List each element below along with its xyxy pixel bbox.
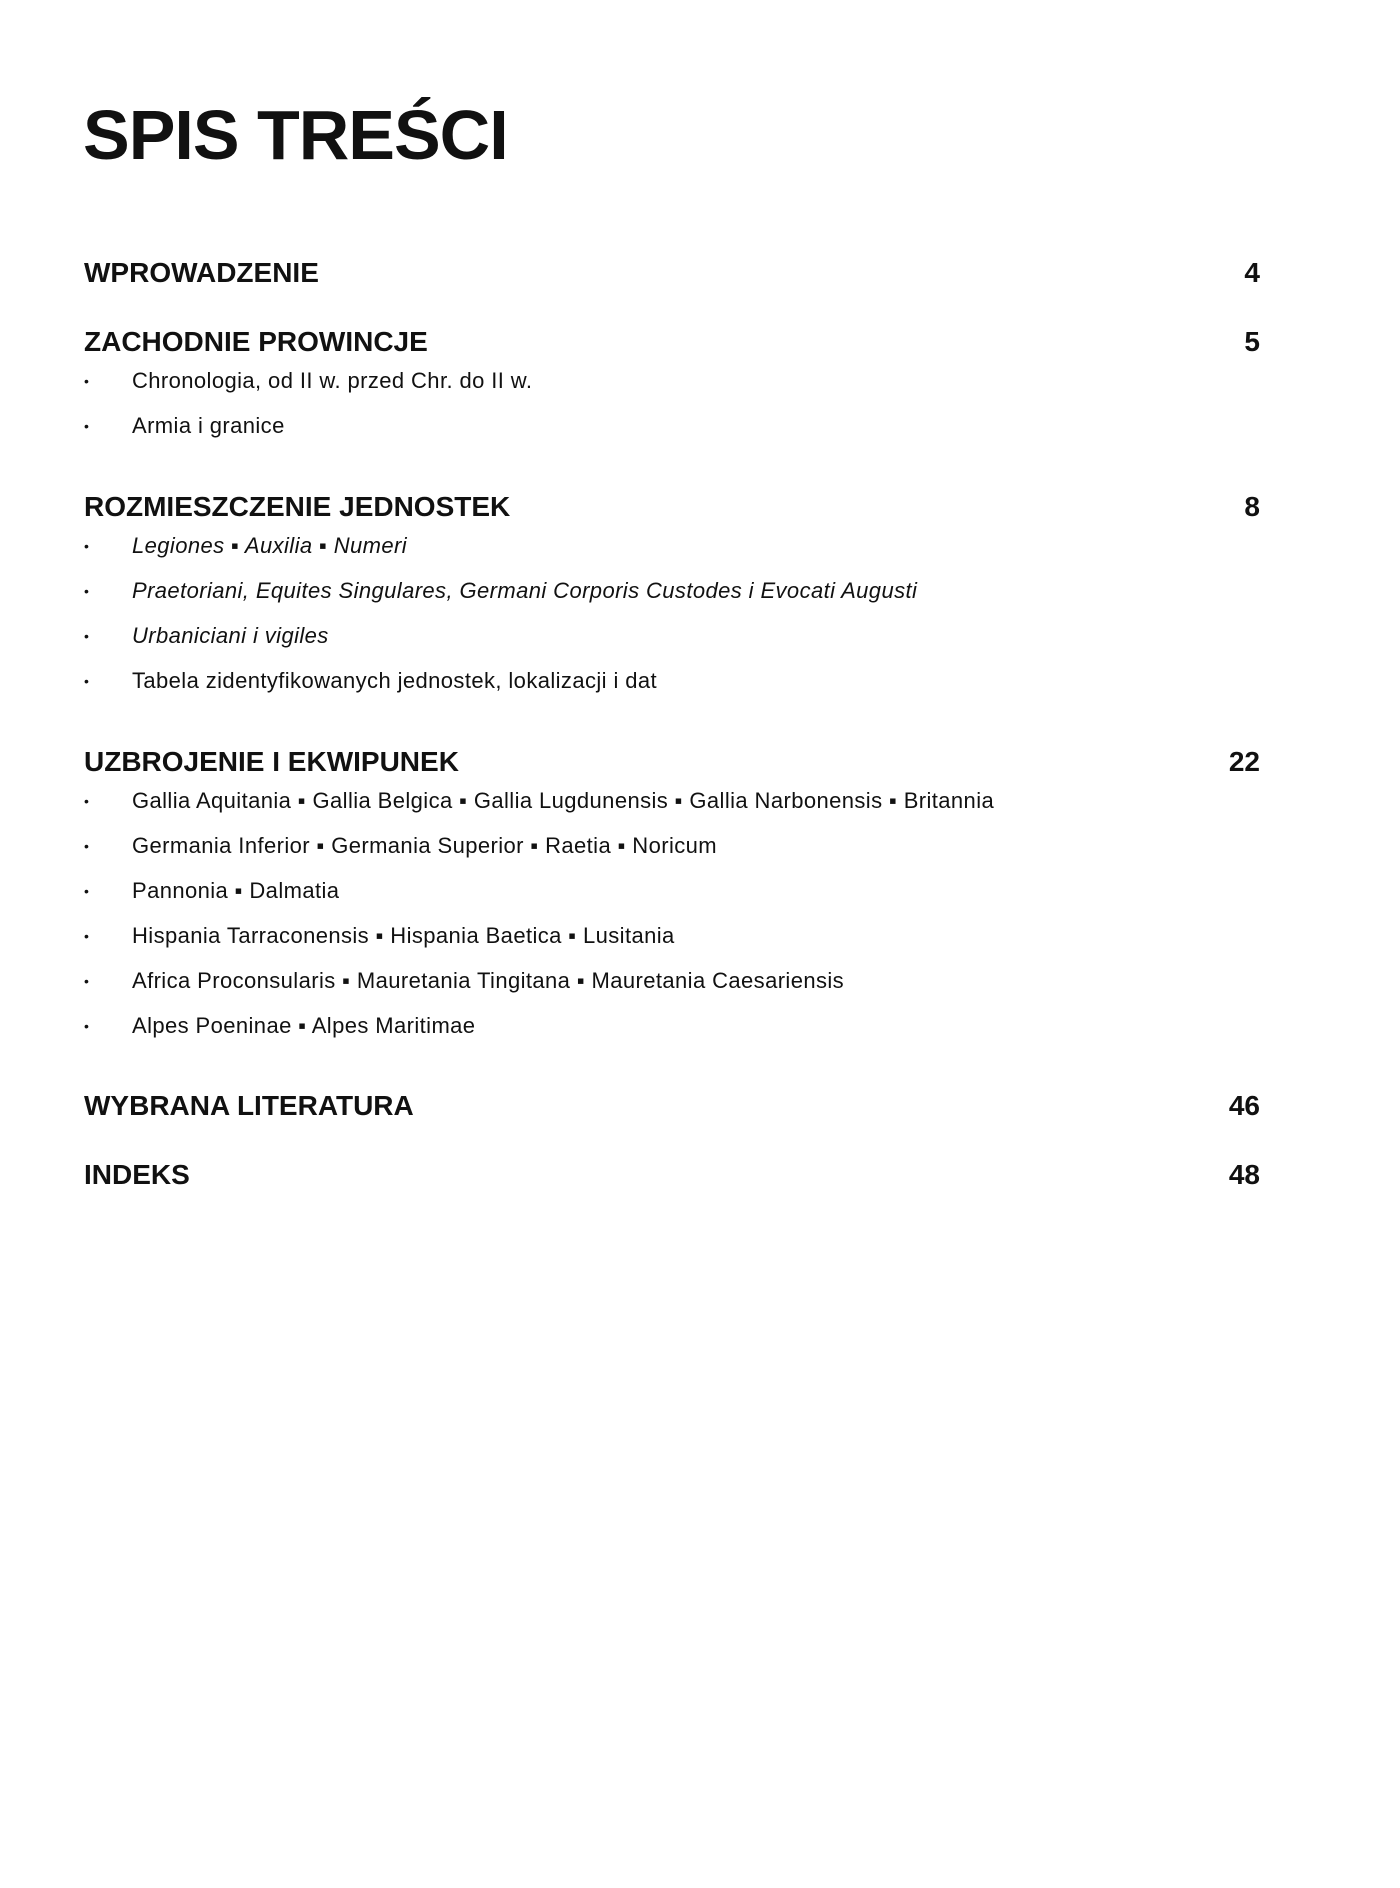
toc-subitem-text: Chronologia, od II w. przed Chr. do II w.	[132, 368, 533, 393]
toc-subitem-text: Praetoriani, Equites Singulares, Germani Corporis Custodes i Evocati Augusti	[132, 578, 918, 603]
toc-subitems	[84, 362, 1260, 452]
bullet-icon: •	[84, 838, 90, 854]
toc-section-uzbrojenie-i-ekwipunek[interactable]	[84, 742, 1260, 1052]
toc-subitem[interactable]	[84, 782, 1260, 827]
bullet-icon: •	[84, 373, 90, 389]
toc-subitem[interactable]	[84, 962, 1260, 1007]
toc-subitem-text: Africa Proconsularis ▪ Mauretania Tingitana ▪ Mauretania Caesariensis	[132, 968, 845, 993]
toc-page-number: 8	[1244, 491, 1260, 522]
toc-subitem[interactable]	[84, 872, 1260, 917]
bullet-icon: •	[84, 673, 90, 689]
toc-subitem[interactable]	[84, 407, 1260, 452]
toc-subitem[interactable]	[84, 917, 1260, 962]
toc-page-number: 4	[1244, 257, 1260, 288]
toc-page-number: 22	[1228, 746, 1260, 777]
toc-subitem-text: Legiones ▪ Auxilia ▪ Numeri	[132, 533, 408, 558]
toc-subitems	[84, 782, 1260, 1052]
toc-section-title[interactable]: UZBROJENIE I EKWIPUNEK	[84, 746, 459, 777]
bullet-icon: •	[84, 973, 90, 989]
toc-subitem-text: Tabela zidentyfikowanych jednostek, lokalizacji i dat	[132, 668, 658, 693]
toc-section-header	[84, 742, 1260, 782]
bullet-icon: •	[84, 1018, 90, 1034]
toc-page-number: 5	[1244, 326, 1260, 357]
toc-subitem-text: Pannonia ▪ Dalmatia	[132, 878, 340, 903]
toc-section-rozmieszczenie-jednostek[interactable]	[84, 487, 1260, 707]
toc-subitem[interactable]	[84, 617, 1260, 662]
toc-section-header	[84, 1155, 1260, 1195]
toc-section-title[interactable]: ZACHODNIE PROWINCJE	[84, 326, 428, 357]
toc-subitem[interactable]	[84, 827, 1260, 872]
toc-section-indeks[interactable]	[84, 1155, 1260, 1195]
bullet-icon: •	[84, 883, 90, 899]
toc-section-zachodnie-prowincje[interactable]	[84, 322, 1260, 452]
toc-section-header	[84, 1086, 1260, 1126]
toc-section-header	[84, 487, 1260, 527]
toc-section-header	[84, 322, 1260, 362]
toc-subitem[interactable]	[84, 362, 1260, 407]
toc-section-title[interactable]: WPROWADZENIE	[84, 257, 319, 288]
toc-subitem-text: Hispania Tarraconensis ▪ Hispania Baetica ▪ Lusitania	[132, 923, 675, 948]
bullet-icon: •	[84, 928, 90, 944]
bullet-icon: •	[84, 793, 90, 809]
bullet-icon: •	[84, 628, 90, 644]
toc-subitem-text: Alpes Poeninae ▪ Alpes Maritimae	[132, 1013, 476, 1038]
bullet-icon: •	[84, 583, 90, 599]
toc-section-wybrana-literatura[interactable]	[84, 1086, 1260, 1126]
toc-subitem-text: Urbaniciani i vigiles	[132, 623, 329, 648]
toc-subitem-text: Germania Inferior ▪ Germania Superior ▪ Raetia ▪ Noricum	[132, 833, 718, 858]
toc-section-title[interactable]: INDEKS	[84, 1159, 190, 1190]
toc-section-header	[84, 253, 1260, 293]
toc-subitem[interactable]	[84, 527, 1260, 572]
toc-subitem[interactable]	[84, 1007, 1260, 1052]
bullet-icon: •	[84, 418, 90, 434]
toc-subitem-text: Armia i granice	[132, 413, 285, 438]
toc-page-number: 46	[1228, 1090, 1260, 1121]
toc-section-wprowadzenie[interactable]	[84, 253, 1260, 293]
toc-subitem-text: Gallia Aquitania ▪ Gallia Belgica ▪ Gallia Lugdunensis ▪ Gallia Narbonensis ▪ Britannia	[132, 788, 995, 813]
toc-subitem[interactable]	[84, 572, 1260, 617]
toc-page-number: 48	[1228, 1159, 1260, 1190]
toc-subitems	[84, 527, 1260, 707]
toc-section-title[interactable]: WYBRANA LITERATURA	[84, 1090, 414, 1121]
bullet-icon: •	[84, 538, 90, 554]
toc-section-title[interactable]: ROZMIESZCZENIE JEDNOSTEK	[84, 491, 511, 522]
page-title: SPIS TREŚCI	[83, 96, 508, 174]
toc-subitem[interactable]	[84, 662, 1260, 707]
